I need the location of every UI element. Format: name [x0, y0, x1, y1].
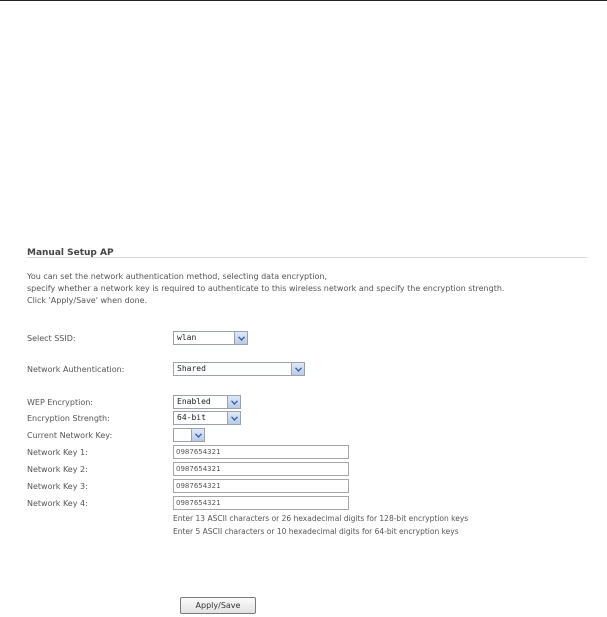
auth-select[interactable] [173, 362, 305, 376]
description-line-3: Click 'Apply/Save' when done. [27, 296, 148, 305]
chevron-down-icon[interactable] [291, 363, 304, 375]
strength-value: 64-bit [177, 413, 206, 422]
network-key-3-input[interactable] [173, 479, 349, 493]
wep-label: WEP Encryption: [27, 397, 93, 407]
chevron-down-icon[interactable] [227, 412, 240, 424]
description-line-2: specify whether a network key is required to authenticate to this wireless network and specify the encryption strength. [27, 284, 505, 293]
auth-label: Network Authentication: [27, 364, 125, 374]
auth-row [27, 361, 587, 377]
network-key-3-row [27, 478, 587, 494]
ssid-label: Select SSID: [27, 333, 76, 343]
current-key-row [27, 427, 587, 443]
network-key-4-row [27, 495, 587, 511]
hint-128-bit: Enter 13 ASCII characters or 26 hexadecimal digits for 128-bit encryption keys [173, 514, 469, 523]
network-key-2-label: Network Key 2: [27, 464, 88, 474]
network-key-1-input[interactable] [173, 445, 349, 459]
wep-row [27, 394, 587, 410]
network-key-3-label: Network Key 3: [27, 481, 88, 491]
ssid-row [27, 330, 587, 346]
manual-setup-ap-panel [27, 240, 587, 610]
page-title: Manual Setup AP [27, 248, 114, 258]
hint-64-bit: Enter 5 ASCII characters or 10 hexadecimal digits for 64-bit encryption keys [173, 527, 459, 536]
network-key-1-row [27, 444, 587, 460]
wep-select[interactable] [173, 395, 241, 409]
network-key-2-input[interactable] [173, 462, 349, 476]
network-key-4-input[interactable] [173, 496, 349, 510]
description [27, 271, 587, 307]
chevron-down-icon[interactable] [227, 396, 240, 408]
current-key-select[interactable] [173, 428, 205, 442]
wep-value: Enabled [177, 397, 211, 406]
title-row [27, 240, 587, 258]
network-key-1-label: Network Key 1: [27, 447, 88, 457]
apply-save-button[interactable]: Apply/Save [180, 597, 256, 614]
auth-value: Shared [177, 364, 206, 373]
strength-row [27, 410, 587, 426]
network-key-2-row [27, 461, 587, 477]
strength-label: Encryption Strength: [27, 413, 110, 423]
chevron-down-icon[interactable] [234, 332, 247, 344]
current-key-label: Current Network Key: [27, 430, 113, 440]
ssid-value: wlan [177, 333, 197, 342]
top-border-line [0, 0, 607, 1]
strength-select[interactable] [173, 411, 241, 425]
chevron-down-icon[interactable] [191, 429, 204, 441]
ssid-select[interactable] [173, 331, 248, 345]
network-key-4-label: Network Key 4: [27, 498, 88, 508]
description-line-1: You can set the network authentication method, selecting data encryption, [27, 272, 328, 281]
